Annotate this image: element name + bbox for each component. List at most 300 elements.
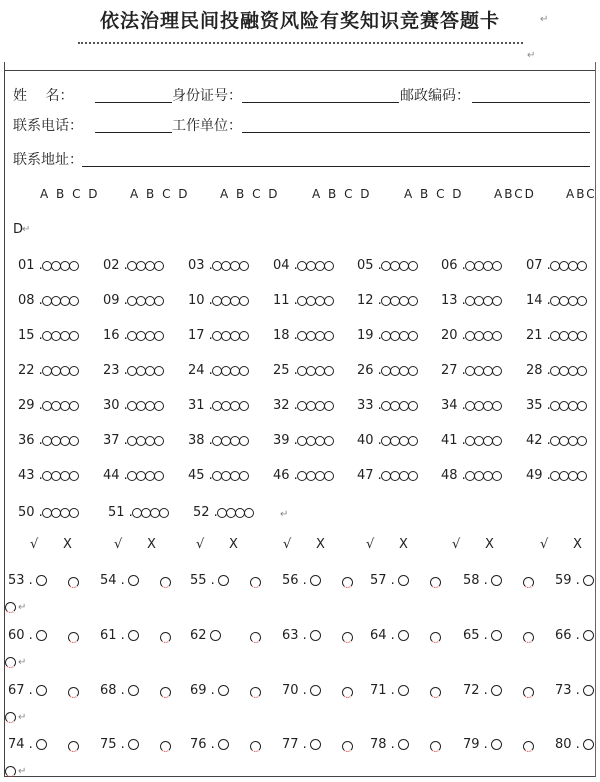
return-mark: ↵ bbox=[540, 14, 549, 25]
answer-bubbles bbox=[128, 398, 164, 413]
false-bubble[interactable] bbox=[250, 632, 261, 643]
question-number: 29 . bbox=[18, 398, 43, 413]
answer-bubble-d[interactable] bbox=[239, 471, 249, 481]
tf-question bbox=[555, 573, 594, 588]
true-bubble[interactable] bbox=[491, 685, 502, 696]
question-number: 70 . bbox=[282, 683, 307, 698]
answer-bubbles bbox=[128, 293, 164, 308]
question-number: 27 . bbox=[441, 363, 466, 378]
answer-bubble-d[interactable] bbox=[577, 366, 587, 376]
answer-bubbles bbox=[43, 293, 79, 308]
question-number: 57 . bbox=[370, 573, 395, 588]
true-bubble[interactable] bbox=[583, 630, 594, 641]
answer-bubbles bbox=[466, 468, 502, 483]
question-number: 79 . bbox=[463, 737, 488, 752]
answer-bubble-d[interactable] bbox=[492, 296, 502, 306]
question-number: 01 . bbox=[18, 258, 43, 273]
choice-question bbox=[188, 433, 249, 448]
answer-bubbles bbox=[551, 293, 587, 308]
true-bubble[interactable] bbox=[583, 685, 594, 696]
true-bubble[interactable] bbox=[218, 739, 229, 750]
answer-bubble-d[interactable] bbox=[324, 331, 334, 341]
question-number: 10 . bbox=[188, 293, 213, 308]
tf-question bbox=[100, 573, 139, 588]
choice-question bbox=[103, 328, 164, 343]
frame-left-lower bbox=[4, 527, 5, 777]
choice-question bbox=[526, 433, 587, 448]
answer-bubble-d[interactable] bbox=[239, 296, 249, 306]
answer-bubble-d[interactable] bbox=[239, 261, 249, 271]
answer-bubble-d[interactable] bbox=[324, 261, 334, 271]
answer-bubble-d[interactable] bbox=[69, 296, 79, 306]
true-bubble[interactable] bbox=[310, 575, 321, 586]
answer-bubbles bbox=[43, 505, 79, 520]
phone-field[interactable] bbox=[95, 132, 172, 133]
answer-bubble-d[interactable] bbox=[577, 436, 587, 446]
answer-bubble-d[interactable] bbox=[408, 261, 418, 271]
answer-bubbles bbox=[213, 328, 249, 343]
answer-bubbles bbox=[466, 328, 502, 343]
answer-bubbles bbox=[43, 328, 79, 343]
answer-bubble-d[interactable] bbox=[239, 331, 249, 341]
postcode-label: 邮政编码： bbox=[400, 88, 470, 104]
answer-bubble-d[interactable] bbox=[244, 508, 254, 518]
question-number: 05 . bbox=[357, 258, 382, 273]
choice-question bbox=[273, 468, 334, 483]
answer-bubbles bbox=[551, 398, 587, 413]
choice-question bbox=[441, 258, 502, 273]
tf-question bbox=[8, 683, 47, 698]
question-number: 72 . bbox=[463, 683, 488, 698]
true-bubble[interactable] bbox=[36, 630, 47, 641]
question-number: 09 . bbox=[103, 293, 128, 308]
answer-bubble-d[interactable] bbox=[324, 366, 334, 376]
tf-question bbox=[100, 628, 139, 643]
id-label: 身份证号： bbox=[172, 88, 242, 104]
answer-bubble-d[interactable] bbox=[577, 296, 587, 306]
answer-bubble-d[interactable] bbox=[408, 401, 418, 411]
false-bubble[interactable] bbox=[5, 657, 16, 668]
return-mark: ↵ bbox=[527, 50, 536, 61]
tf-question bbox=[555, 737, 594, 752]
return-mark: ↵ bbox=[18, 766, 27, 777]
phone-label: 联系电话： bbox=[13, 118, 83, 134]
choice-question bbox=[441, 433, 502, 448]
question-number: 63 . bbox=[282, 628, 307, 643]
choice-question bbox=[18, 505, 79, 520]
answer-bubble-d[interactable] bbox=[239, 366, 249, 376]
choice-question bbox=[273, 258, 334, 273]
question-number: 46 . bbox=[273, 468, 298, 483]
question-number: 75 . bbox=[100, 737, 125, 752]
true-mark-header: √ bbox=[540, 537, 549, 552]
choice-question bbox=[103, 293, 164, 308]
answer-bubbles bbox=[551, 363, 587, 378]
answer-bubble-d[interactable] bbox=[492, 436, 502, 446]
tf-question bbox=[463, 683, 502, 698]
false-bubble[interactable] bbox=[160, 741, 171, 752]
true-bubble[interactable] bbox=[310, 685, 321, 696]
choice-question bbox=[526, 398, 587, 413]
question-number: 04 . bbox=[273, 258, 298, 273]
question-number: 12 . bbox=[357, 293, 382, 308]
question-number: 32 . bbox=[273, 398, 298, 413]
answer-bubbles bbox=[382, 363, 418, 378]
question-number: 40 . bbox=[357, 433, 382, 448]
false-mark-header: X bbox=[229, 537, 238, 552]
tf-question bbox=[190, 628, 221, 643]
question-number: 51 . bbox=[108, 505, 133, 520]
question-number: 13 . bbox=[441, 293, 466, 308]
true-bubble[interactable] bbox=[36, 685, 47, 696]
choice-question bbox=[526, 363, 587, 378]
answer-bubbles bbox=[43, 258, 79, 273]
choice-question bbox=[526, 468, 587, 483]
false-bubble[interactable] bbox=[430, 741, 441, 752]
answer-bubbles bbox=[213, 293, 249, 308]
question-number: 21 . bbox=[526, 328, 551, 343]
answer-bubble-d[interactable] bbox=[154, 331, 164, 341]
false-bubble[interactable] bbox=[523, 632, 534, 643]
answer-bubbles bbox=[298, 433, 334, 448]
choice-header-label: A B C D bbox=[312, 187, 372, 201]
question-number: 76 . bbox=[190, 737, 215, 752]
choice-question bbox=[357, 468, 418, 483]
question-number: 58 . bbox=[463, 573, 488, 588]
answer-bubble-d[interactable] bbox=[324, 401, 334, 411]
false-bubble[interactable] bbox=[250, 577, 261, 588]
true-mark-header: √ bbox=[30, 537, 39, 552]
true-bubble[interactable] bbox=[128, 630, 139, 641]
tf-question bbox=[282, 628, 321, 643]
choice-question bbox=[273, 398, 334, 413]
question-number: 65 . bbox=[463, 628, 488, 643]
true-bubble[interactable] bbox=[210, 630, 221, 641]
question-number: 47 . bbox=[357, 468, 382, 483]
answer-bubbles bbox=[382, 293, 418, 308]
tf-question bbox=[282, 737, 321, 752]
answer-bubbles bbox=[133, 505, 169, 520]
tf-question bbox=[370, 683, 409, 698]
true-bubble[interactable] bbox=[583, 739, 594, 750]
return-mark: ↵ bbox=[18, 602, 27, 613]
false-mark-header: X bbox=[573, 537, 582, 552]
answer-bubble-d[interactable] bbox=[69, 436, 79, 446]
choice-question bbox=[18, 398, 79, 413]
question-number: 14 . bbox=[526, 293, 551, 308]
answer-bubble-d[interactable] bbox=[69, 401, 79, 411]
false-bubble[interactable] bbox=[5, 602, 16, 613]
answer-bubble-d[interactable] bbox=[324, 436, 334, 446]
dotted-divider bbox=[78, 42, 523, 44]
question-number: 59 . bbox=[555, 573, 580, 588]
choice-question bbox=[188, 293, 249, 308]
false-bubble[interactable] bbox=[430, 632, 441, 643]
true-bubble[interactable] bbox=[128, 575, 139, 586]
answer-bubble-d[interactable] bbox=[239, 436, 249, 446]
question-number: 41 . bbox=[441, 433, 466, 448]
answer-bubbles bbox=[43, 433, 79, 448]
answer-bubble-d[interactable] bbox=[577, 471, 587, 481]
true-bubble[interactable] bbox=[398, 739, 409, 750]
choice-question bbox=[18, 468, 79, 483]
choice-question bbox=[18, 363, 79, 378]
true-bubble[interactable] bbox=[310, 739, 321, 750]
answer-bubble-d[interactable] bbox=[408, 331, 418, 341]
true-bubble[interactable] bbox=[128, 739, 139, 750]
true-bubble[interactable] bbox=[218, 685, 229, 696]
tf-question bbox=[8, 573, 47, 588]
false-bubble[interactable] bbox=[68, 741, 79, 752]
choice-question bbox=[357, 398, 418, 413]
choice-question bbox=[18, 293, 79, 308]
choice-question bbox=[273, 363, 334, 378]
choice-question bbox=[441, 468, 502, 483]
answer-bubbles bbox=[128, 363, 164, 378]
frame-bottom bbox=[4, 776, 595, 777]
true-bubble[interactable] bbox=[36, 739, 47, 750]
tf-question bbox=[370, 573, 409, 588]
answer-bubble-d[interactable] bbox=[408, 366, 418, 376]
question-number: 34 . bbox=[441, 398, 466, 413]
choice-question bbox=[357, 258, 418, 273]
tf-question bbox=[555, 683, 594, 698]
choice-question bbox=[18, 328, 79, 343]
tf-question bbox=[8, 628, 47, 643]
true-bubble[interactable] bbox=[398, 685, 409, 696]
answer-bubbles bbox=[218, 505, 254, 520]
false-bubble[interactable] bbox=[250, 741, 261, 752]
choice-question bbox=[441, 328, 502, 343]
tf-question bbox=[463, 628, 502, 643]
false-bubble[interactable] bbox=[430, 687, 441, 698]
choice-question bbox=[103, 258, 164, 273]
frame-left bbox=[4, 62, 5, 527]
false-bubble[interactable] bbox=[523, 687, 534, 698]
choice-question bbox=[441, 398, 502, 413]
false-mark-header: X bbox=[316, 537, 325, 552]
question-number: 43 . bbox=[18, 468, 43, 483]
question-number: 68 . bbox=[100, 683, 125, 698]
true-bubble[interactable] bbox=[491, 630, 502, 641]
choice-question bbox=[103, 433, 164, 448]
question-number: 71 . bbox=[370, 683, 395, 698]
answer-bubbles bbox=[128, 258, 164, 273]
question-number: 30 . bbox=[103, 398, 128, 413]
answer-bubbles bbox=[466, 433, 502, 448]
return-mark: ↵ bbox=[280, 509, 289, 520]
choice-question bbox=[357, 363, 418, 378]
answer-bubbles bbox=[551, 328, 587, 343]
false-bubble[interactable] bbox=[68, 632, 79, 643]
true-bubble[interactable] bbox=[36, 575, 47, 586]
question-number: 33 . bbox=[357, 398, 382, 413]
answer-bubbles bbox=[213, 468, 249, 483]
postcode-field[interactable] bbox=[472, 102, 590, 103]
tf-question bbox=[190, 683, 229, 698]
choice-question bbox=[18, 258, 79, 273]
address-label: 联系地址： bbox=[13, 152, 83, 168]
answer-bubbles bbox=[466, 363, 502, 378]
question-number: 37 . bbox=[103, 433, 128, 448]
false-bubble[interactable] bbox=[5, 712, 16, 723]
question-number: 06 . bbox=[441, 258, 466, 273]
choice-question bbox=[526, 328, 587, 343]
choice-question bbox=[441, 363, 502, 378]
tf-question bbox=[8, 737, 47, 752]
false-bubble[interactable] bbox=[250, 687, 261, 698]
true-bubble[interactable] bbox=[310, 630, 321, 641]
question-number: 74 . bbox=[8, 737, 33, 752]
true-mark-header: √ bbox=[114, 537, 123, 552]
choice-question bbox=[357, 433, 418, 448]
false-bubble[interactable] bbox=[523, 741, 534, 752]
true-bubble[interactable] bbox=[583, 575, 594, 586]
question-number: 60 . bbox=[8, 628, 33, 643]
answer-bubbles bbox=[213, 433, 249, 448]
work-field[interactable] bbox=[242, 132, 590, 133]
false-bubble[interactable] bbox=[523, 577, 534, 588]
answer-bubble-d[interactable] bbox=[577, 261, 587, 271]
true-bubble[interactable] bbox=[218, 575, 229, 586]
question-number: 44 . bbox=[103, 468, 128, 483]
answer-bubble-d[interactable] bbox=[492, 331, 502, 341]
false-bubble[interactable] bbox=[5, 766, 16, 777]
answer-bubbles bbox=[213, 398, 249, 413]
answer-bubble-d[interactable] bbox=[408, 296, 418, 306]
choice-question bbox=[103, 468, 164, 483]
question-number: 38 . bbox=[188, 433, 213, 448]
name-field[interactable] bbox=[95, 102, 172, 103]
true-bubble[interactable] bbox=[398, 630, 409, 641]
question-number: 03 . bbox=[188, 258, 213, 273]
answer-bubble-d[interactable] bbox=[154, 471, 164, 481]
question-number: 19 . bbox=[357, 328, 382, 343]
answer-bubbles bbox=[551, 433, 587, 448]
false-bubble[interactable] bbox=[342, 741, 353, 752]
answer-bubble-d[interactable] bbox=[154, 366, 164, 376]
question-number: 25 . bbox=[273, 363, 298, 378]
answer-bubble-d[interactable] bbox=[69, 366, 79, 376]
choice-question bbox=[188, 363, 249, 378]
question-number: 61 . bbox=[100, 628, 125, 643]
answer-bubble-d[interactable] bbox=[154, 296, 164, 306]
id-field[interactable] bbox=[242, 102, 399, 103]
choice-question bbox=[357, 293, 418, 308]
answer-bubble-d[interactable] bbox=[408, 471, 418, 481]
question-number: 07 . bbox=[526, 258, 551, 273]
false-bubble[interactable] bbox=[68, 687, 79, 698]
question-number: 53 . bbox=[8, 573, 33, 588]
choice-question bbox=[273, 433, 334, 448]
true-mark-header: √ bbox=[196, 537, 205, 552]
true-bubble[interactable] bbox=[128, 685, 139, 696]
address-field[interactable] bbox=[82, 166, 590, 167]
choice-question bbox=[526, 293, 587, 308]
answer-bubble-d[interactable] bbox=[154, 436, 164, 446]
question-number: 80 . bbox=[555, 737, 580, 752]
answer-bubbles bbox=[466, 398, 502, 413]
question-number: 48 . bbox=[441, 468, 466, 483]
answer-bubble-d[interactable] bbox=[324, 471, 334, 481]
answer-bubble-d[interactable] bbox=[492, 366, 502, 376]
choice-header-label: A B C D bbox=[220, 187, 280, 201]
answer-bubbles bbox=[128, 468, 164, 483]
tf-question bbox=[190, 573, 229, 588]
answer-bubble-d[interactable] bbox=[69, 261, 79, 271]
choice-header-label: A B C D bbox=[130, 187, 190, 201]
question-number: 67 . bbox=[8, 683, 33, 698]
choice-question bbox=[193, 505, 254, 520]
false-mark-header: X bbox=[399, 537, 408, 552]
true-bubble[interactable] bbox=[491, 739, 502, 750]
choice-question bbox=[18, 433, 79, 448]
answer-bubble-d[interactable] bbox=[69, 508, 79, 518]
answer-bubble-d[interactable] bbox=[239, 401, 249, 411]
question-number: 16 . bbox=[103, 328, 128, 343]
answer-bubbles bbox=[382, 433, 418, 448]
answer-bubble-d[interactable] bbox=[154, 261, 164, 271]
answer-bubble-d[interactable] bbox=[324, 296, 334, 306]
answer-bubble-d[interactable] bbox=[159, 508, 169, 518]
answer-bubbles bbox=[466, 258, 502, 273]
false-bubble[interactable] bbox=[342, 632, 353, 643]
answer-bubble-d[interactable] bbox=[492, 471, 502, 481]
answer-bubbles bbox=[298, 363, 334, 378]
question-number: 15 . bbox=[18, 328, 43, 343]
answer-bubbles bbox=[128, 433, 164, 448]
choice-question bbox=[273, 328, 334, 343]
true-bubble[interactable] bbox=[491, 575, 502, 586]
answer-bubble-d[interactable] bbox=[577, 331, 587, 341]
false-bubble[interactable] bbox=[160, 632, 171, 643]
answer-bubble-d[interactable] bbox=[577, 401, 587, 411]
question-number: 62 bbox=[190, 628, 207, 643]
answer-bubbles bbox=[551, 258, 587, 273]
true-mark-header: √ bbox=[452, 537, 461, 552]
tf-question bbox=[463, 573, 502, 588]
false-bubble[interactable] bbox=[160, 687, 171, 698]
answer-bubble-d[interactable] bbox=[69, 331, 79, 341]
answer-bubble-d[interactable] bbox=[69, 471, 79, 481]
question-number: 78 . bbox=[370, 737, 395, 752]
choice-header-label: ABC bbox=[566, 187, 597, 201]
false-bubble[interactable] bbox=[160, 577, 171, 588]
tf-question bbox=[282, 683, 321, 698]
question-number: 18 . bbox=[273, 328, 298, 343]
false-bubble[interactable] bbox=[342, 577, 353, 588]
choice-question bbox=[441, 293, 502, 308]
question-number: 56 . bbox=[282, 573, 307, 588]
choice-question bbox=[108, 505, 169, 520]
question-number: 73 . bbox=[555, 683, 580, 698]
page-title: 依法治理民间投融资风险有奖知识竞赛答题卡 bbox=[99, 10, 500, 32]
answer-bubble-d[interactable] bbox=[492, 261, 502, 271]
false-bubble[interactable] bbox=[68, 577, 79, 588]
false-bubble[interactable] bbox=[342, 687, 353, 698]
answer-bubble-d[interactable] bbox=[408, 436, 418, 446]
question-number: 26 . bbox=[357, 363, 382, 378]
answer-bubble-d[interactable] bbox=[154, 401, 164, 411]
answer-bubbles bbox=[298, 293, 334, 308]
false-bubble[interactable] bbox=[430, 577, 441, 588]
question-number: 64 . bbox=[370, 628, 395, 643]
true-bubble[interactable] bbox=[398, 575, 409, 586]
false-mark-header: X bbox=[147, 537, 156, 552]
answer-bubbles bbox=[382, 398, 418, 413]
answer-bubble-d[interactable] bbox=[492, 401, 502, 411]
choice-question bbox=[357, 328, 418, 343]
